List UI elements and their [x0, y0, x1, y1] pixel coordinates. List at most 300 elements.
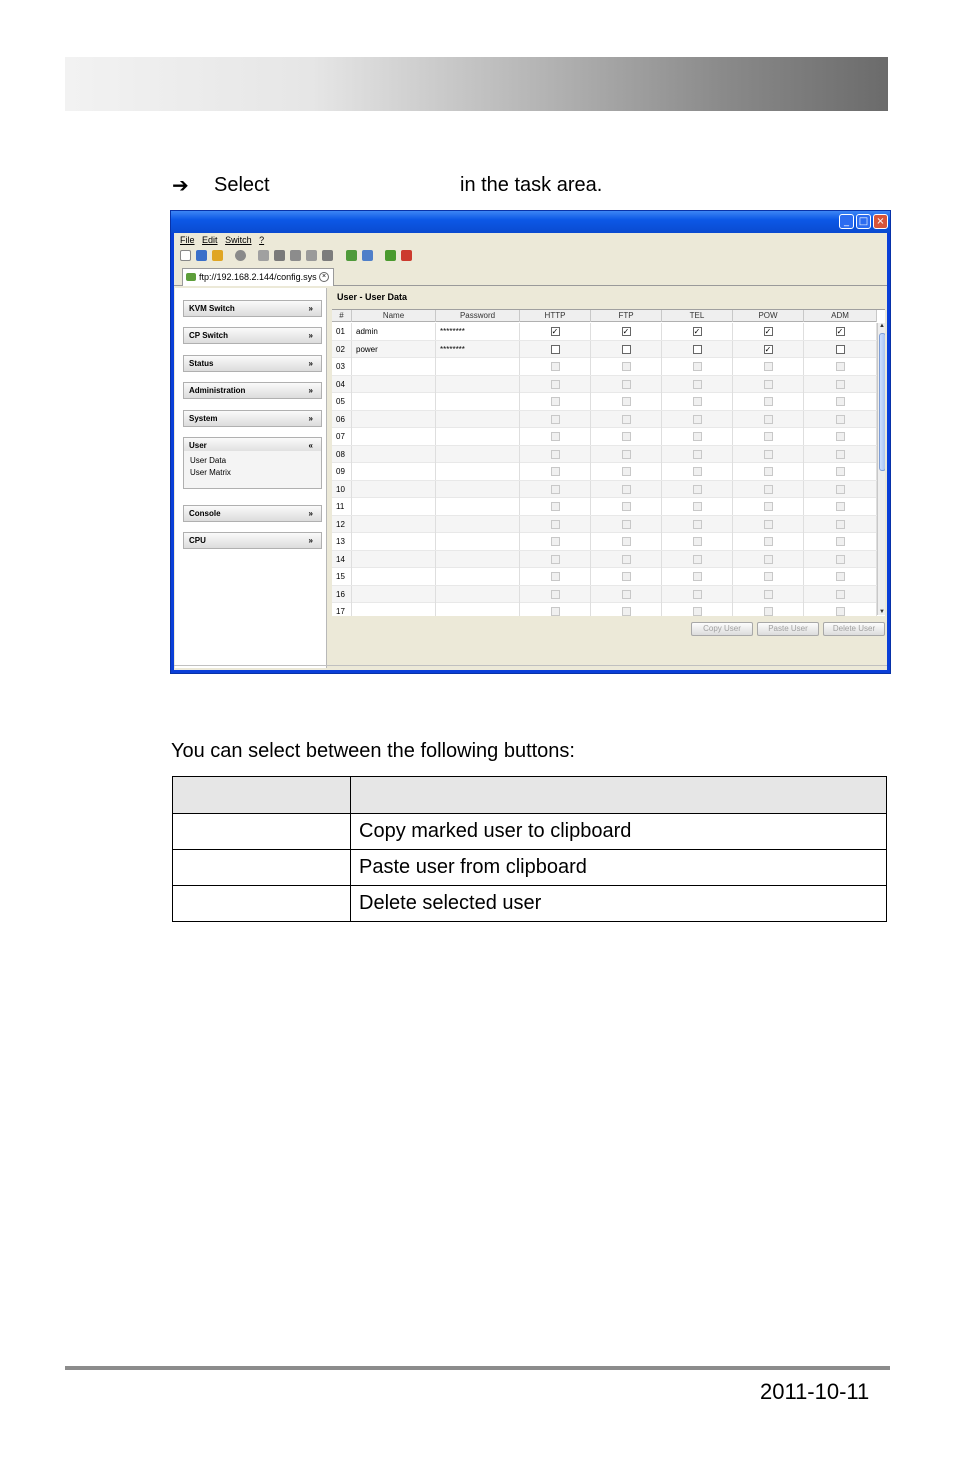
chevron-down-icon: » [308, 414, 313, 423]
permission-cell [662, 533, 733, 550]
http-checkbox[interactable] [551, 345, 560, 354]
row-number: 14 [332, 551, 352, 568]
tel-checkbox [693, 415, 702, 424]
http-checkbox [551, 415, 560, 424]
permission-cell [520, 358, 591, 375]
sidebar-item-cp-switch[interactable] [183, 327, 322, 344]
menu-help[interactable]: ? [259, 235, 265, 245]
adm-checkbox[interactable] [836, 345, 845, 354]
table-cell-description: Paste user from clipboard [351, 850, 887, 886]
button-description-table [172, 776, 887, 922]
sidebar-item-label: CP Switch [189, 331, 228, 340]
permission-cell [520, 446, 591, 463]
password-cell [436, 393, 520, 410]
footer-date: 2011-10-11 [760, 1379, 870, 1404]
ftp-checkbox [622, 450, 631, 459]
minimize-icon[interactable]: _ [839, 214, 854, 229]
new-file-icon[interactable] [180, 250, 191, 261]
row-number: 16 [332, 586, 352, 603]
row-number: 12 [332, 516, 352, 533]
password-cell [436, 498, 520, 515]
pow-checkbox [764, 467, 773, 476]
sidebar-item-label: System [189, 414, 218, 423]
permission-cell [591, 376, 662, 393]
ftp-checkbox [622, 467, 631, 476]
column-header[interactable]: ADM [804, 310, 877, 322]
table-row[interactable] [332, 428, 877, 446]
sidebar-item-label: Administration [189, 386, 246, 395]
user-name-cell [352, 358, 436, 375]
row-number: 08 [332, 446, 352, 463]
permission-cell [733, 516, 804, 533]
permission-cell [591, 603, 662, 616]
sidebar-item-console[interactable] [183, 505, 322, 522]
http-checkbox [551, 537, 560, 546]
row-number: 10 [332, 481, 352, 498]
adm-checkbox [836, 397, 845, 406]
adm-checkbox [836, 415, 845, 424]
permission-cell [804, 568, 877, 585]
column-header[interactable]: POW [733, 310, 804, 322]
app-screenshot-window [170, 210, 891, 674]
delete-user-button[interactable]: Delete User [823, 622, 885, 636]
pow-checkbox [764, 537, 773, 546]
http-checkbox [551, 380, 560, 389]
table-cell-button [173, 814, 351, 850]
vertical-scrollbar[interactable] [877, 323, 885, 615]
sidebar-item-status[interactable] [183, 355, 322, 372]
chevron-down-icon: » [308, 359, 313, 368]
permission-cell [733, 603, 804, 616]
password-cell [436, 551, 520, 568]
row-number: 05 [332, 393, 352, 410]
column-header[interactable]: HTTP [520, 310, 591, 322]
permission-cell [662, 498, 733, 515]
http-checkbox [551, 362, 560, 371]
pow-checkbox [764, 502, 773, 511]
table-row[interactable] [332, 446, 877, 464]
ftp-checkbox [622, 397, 631, 406]
http-checkbox[interactable]: ✓ [551, 327, 559, 336]
settings-icon[interactable] [235, 250, 246, 261]
table-row[interactable] [332, 358, 877, 376]
adm-checkbox [836, 502, 845, 511]
user-name-cell [352, 516, 436, 533]
table-row[interactable] [332, 551, 877, 569]
permission-cell [662, 341, 733, 358]
password-cell [436, 446, 520, 463]
user-name-cell [352, 481, 436, 498]
submenu-user-data[interactable]: User Data [190, 456, 227, 465]
pow-checkbox [764, 572, 773, 581]
chevron-down-icon: » [308, 509, 313, 518]
download-icon[interactable] [346, 250, 357, 261]
user-name-cell: power [352, 341, 436, 358]
permission-cell [804, 481, 877, 498]
page-header-bar [65, 57, 888, 111]
permission-cell [733, 551, 804, 568]
sidebar-item-label: Status [189, 359, 214, 368]
chevron-down-icon: » [308, 386, 313, 395]
table-row[interactable] [332, 498, 877, 516]
adm-checkbox [836, 555, 845, 564]
disconnect-icon[interactable] [401, 250, 412, 261]
permission-cell [662, 481, 733, 498]
user-name-cell [352, 446, 436, 463]
permission-cell [520, 568, 591, 585]
instruction-line [172, 172, 772, 200]
pow-checkbox [764, 485, 773, 494]
permission-cell [662, 463, 733, 480]
permission-cell [804, 428, 877, 445]
cut-icon[interactable] [258, 250, 269, 261]
permission-cell [733, 393, 804, 410]
sidebar-item-label: CPU [189, 536, 206, 545]
row-number: 04 [332, 376, 352, 393]
password-cell [436, 586, 520, 603]
table-row[interactable] [332, 341, 877, 359]
connection-icon [186, 273, 196, 281]
toolbar [180, 249, 880, 263]
chevron-down-icon: » [308, 536, 313, 545]
pow-checkbox [764, 432, 773, 441]
tab-config[interactable] [182, 268, 334, 286]
tel-checkbox [693, 555, 702, 564]
tab-strip [174, 266, 887, 286]
row-number: 07 [332, 428, 352, 445]
user-name-cell [352, 586, 436, 603]
permission-cell [662, 551, 733, 568]
permission-cell [520, 586, 591, 603]
pow-checkbox [764, 590, 773, 599]
permission-cell [804, 551, 877, 568]
table-row[interactable] [332, 463, 877, 481]
permission-cell [520, 551, 591, 568]
menu-bar [180, 235, 269, 247]
permission-cell [520, 533, 591, 550]
sidebar-item-system[interactable] [183, 410, 322, 427]
http-checkbox [551, 432, 560, 441]
arrow-icon: ➔ [172, 175, 189, 197]
pow-checkbox [764, 415, 773, 424]
menu-edit[interactable]: Edit [202, 235, 218, 245]
table-cell-button [173, 850, 351, 886]
permission-cell [591, 393, 662, 410]
http-checkbox [551, 397, 560, 406]
table-row[interactable] [332, 376, 877, 394]
table-row[interactable] [332, 393, 877, 411]
user-name-cell [352, 533, 436, 550]
upload-icon[interactable] [362, 250, 373, 261]
permission-cell [591, 323, 662, 340]
paste-user-button[interactable]: Paste User [757, 622, 819, 636]
column-header[interactable]: Password [436, 310, 520, 322]
permission-cell [662, 323, 733, 340]
adm-checkbox [836, 380, 845, 389]
row-number: 11 [332, 498, 352, 515]
pow-checkbox [764, 450, 773, 459]
ftp-checkbox [622, 607, 631, 616]
permission-cell [520, 341, 591, 358]
tel-checkbox[interactable] [693, 345, 702, 354]
footer-rule [65, 1366, 890, 1370]
user-name-cell [352, 463, 436, 480]
adm-checkbox [836, 467, 845, 476]
permission-cell [733, 376, 804, 393]
password-cell [436, 533, 520, 550]
tel-checkbox [693, 467, 702, 476]
permission-cell [662, 428, 733, 445]
adm-checkbox [836, 590, 845, 599]
window-client [174, 233, 887, 670]
user-name-cell [352, 411, 436, 428]
permission-cell [520, 428, 591, 445]
table-row[interactable] [332, 533, 877, 551]
scroll-up-icon[interactable]: ▲ [879, 323, 885, 329]
chevron-down-icon: » [308, 331, 313, 340]
panel-title: User - User Data [337, 292, 408, 302]
adm-checkbox [836, 537, 845, 546]
permission-cell [591, 481, 662, 498]
password-cell [436, 568, 520, 585]
tab-label: ftp://192.168.2.144/config.sys [199, 272, 317, 282]
ftp-checkbox [622, 502, 631, 511]
row-number: 03 [332, 358, 352, 375]
sidebar-item-label: KVM Switch [189, 304, 235, 313]
tab-close-icon[interactable]: × [319, 272, 329, 282]
permission-cell [804, 603, 877, 616]
user-name-cell [352, 428, 436, 445]
column-header[interactable]: TEL [662, 310, 733, 322]
permission-cell [520, 603, 591, 616]
permission-cell [591, 568, 662, 585]
ftp-checkbox [622, 572, 631, 581]
ftp-checkbox [622, 415, 631, 424]
copy-user-button[interactable]: Copy User [691, 622, 753, 636]
delete-icon[interactable] [322, 250, 333, 261]
column-header[interactable]: # [332, 310, 352, 322]
sidebar-item-label: Console [189, 509, 221, 518]
permission-cell [591, 341, 662, 358]
password-cell [436, 428, 520, 445]
permission-cell [733, 341, 804, 358]
connect-icon[interactable] [385, 250, 396, 261]
password-cell [436, 358, 520, 375]
permission-cell [733, 568, 804, 585]
table-row [173, 814, 887, 850]
ftp-checkbox [622, 537, 631, 546]
pow-checkbox [764, 362, 773, 371]
user-name-cell [352, 568, 436, 585]
column-header[interactable]: FTP [591, 310, 662, 322]
sidebar-item-cpu[interactable] [183, 532, 322, 549]
permission-cell [804, 533, 877, 550]
password-cell [436, 516, 520, 533]
row-number: 02 [332, 341, 352, 358]
http-checkbox [551, 520, 560, 529]
tel-checkbox [693, 520, 702, 529]
permission-cell [591, 428, 662, 445]
table-row[interactable] [332, 603, 877, 616]
pow-checkbox [764, 380, 773, 389]
permission-cell [520, 498, 591, 515]
adm-checkbox [836, 607, 845, 616]
tel-checkbox [693, 590, 702, 599]
user-name-cell [352, 376, 436, 393]
pow-checkbox[interactable]: ✓ [764, 344, 772, 354]
http-checkbox [551, 607, 560, 616]
http-checkbox [551, 485, 560, 494]
task-sidebar [175, 288, 327, 668]
permission-cell [662, 411, 733, 428]
password-cell [436, 463, 520, 480]
row-number: 15 [332, 568, 352, 585]
permission-cell [804, 341, 877, 358]
permission-cell [591, 586, 662, 603]
adm-checkbox [836, 485, 845, 494]
http-checkbox [551, 572, 560, 581]
adm-checkbox [836, 572, 845, 581]
tel-checkbox [693, 450, 702, 459]
permission-cell [591, 446, 662, 463]
permission-cell [520, 376, 591, 393]
table-row[interactable] [332, 411, 877, 429]
table-row [173, 850, 887, 886]
table-row[interactable] [332, 568, 877, 586]
permission-cell [662, 358, 733, 375]
paste-icon[interactable] [290, 250, 301, 261]
permission-cell [591, 533, 662, 550]
scroll-down-icon[interactable]: ▼ [879, 609, 885, 615]
permission-cell [804, 586, 877, 603]
permission-cell [591, 498, 662, 515]
tel-checkbox [693, 607, 702, 616]
permission-cell [733, 446, 804, 463]
adm-checkbox [836, 362, 845, 371]
table-cell-description: Copy marked user to clipboard [351, 814, 887, 850]
table-row [173, 886, 887, 922]
window-titlebar [171, 211, 890, 233]
permission-cell [591, 516, 662, 533]
user-name-cell [352, 498, 436, 515]
table-row[interactable] [332, 516, 877, 534]
tel-checkbox [693, 397, 702, 406]
sidebar-item-administration[interactable] [183, 382, 322, 399]
sidebar-item-kvm-switch[interactable] [183, 300, 322, 317]
permission-cell [804, 446, 877, 463]
tel-checkbox [693, 432, 702, 441]
permission-cell [591, 411, 662, 428]
table-row[interactable] [332, 481, 877, 499]
permission-cell [662, 603, 733, 616]
permission-cell [804, 376, 877, 393]
permission-cell [662, 516, 733, 533]
permission-cell [804, 323, 877, 340]
permission-cell [591, 358, 662, 375]
ftp-checkbox [622, 520, 631, 529]
http-checkbox [551, 450, 560, 459]
ftp-checkbox [622, 590, 631, 599]
permission-cell [662, 376, 733, 393]
adm-checkbox[interactable]: ✓ [836, 327, 844, 336]
permission-cell [733, 358, 804, 375]
http-checkbox [551, 467, 560, 476]
sidebar-item-label: User [189, 441, 207, 450]
row-number: 13 [332, 533, 352, 550]
buttons-intro-text: You can select between the following buttons: [171, 740, 575, 762]
ftp-checkbox[interactable]: ✓ [622, 327, 630, 336]
password-cell [436, 411, 520, 428]
row-number: 06 [332, 411, 352, 428]
pow-checkbox [764, 520, 773, 529]
submenu-user-matrix[interactable]: User Matrix [190, 468, 231, 477]
menu-switch[interactable]: Switch [225, 235, 252, 245]
tel-checkbox [693, 572, 702, 581]
tel-checkbox [693, 380, 702, 389]
column-header[interactable]: Name [352, 310, 436, 322]
permission-cell [804, 463, 877, 480]
open-folder-icon[interactable] [212, 250, 223, 261]
permission-cell [804, 411, 877, 428]
scrollbar-thumb[interactable] [879, 333, 885, 471]
save-icon[interactable] [196, 250, 207, 261]
permission-cell [662, 586, 733, 603]
password-cell [436, 481, 520, 498]
permission-cell [520, 516, 591, 533]
chevron-up-icon: « [308, 441, 313, 450]
user-name-cell [352, 603, 436, 616]
http-checkbox [551, 555, 560, 564]
row-number: 09 [332, 463, 352, 480]
permission-cell [733, 586, 804, 603]
pow-checkbox [764, 555, 773, 564]
permission-cell [520, 481, 591, 498]
tel-checkbox [693, 502, 702, 511]
permission-cell [520, 411, 591, 428]
ftp-checkbox [622, 485, 631, 494]
close-icon[interactable]: × [873, 214, 888, 229]
table-header-cell [173, 777, 351, 814]
table-header-row [173, 777, 887, 814]
grid-header [332, 310, 877, 322]
chevron-down-icon: » [308, 304, 313, 313]
edit-icon[interactable] [306, 250, 317, 261]
table-header-cell [351, 777, 887, 814]
copy-icon[interactable] [274, 250, 285, 261]
maximize-icon[interactable]: □ [856, 214, 871, 229]
user-data-grid [332, 309, 885, 616]
permission-cell [520, 463, 591, 480]
permission-cell [804, 393, 877, 410]
user-name-cell [352, 551, 436, 568]
pow-checkbox[interactable]: ✓ [764, 327, 772, 336]
tel-checkbox [693, 537, 702, 546]
password-cell [436, 603, 520, 616]
permission-cell [733, 428, 804, 445]
permission-cell [520, 393, 591, 410]
permission-cell [662, 446, 733, 463]
password-cell: ******** [436, 341, 520, 358]
tel-checkbox [693, 485, 702, 494]
table-row[interactable] [332, 586, 877, 604]
table-cell-button [173, 886, 351, 922]
permission-cell [591, 463, 662, 480]
table-row[interactable] [332, 323, 877, 341]
ftp-checkbox[interactable] [622, 345, 631, 354]
menu-file[interactable]: File [180, 235, 195, 245]
permission-cell [804, 358, 877, 375]
tel-checkbox[interactable]: ✓ [693, 327, 701, 336]
